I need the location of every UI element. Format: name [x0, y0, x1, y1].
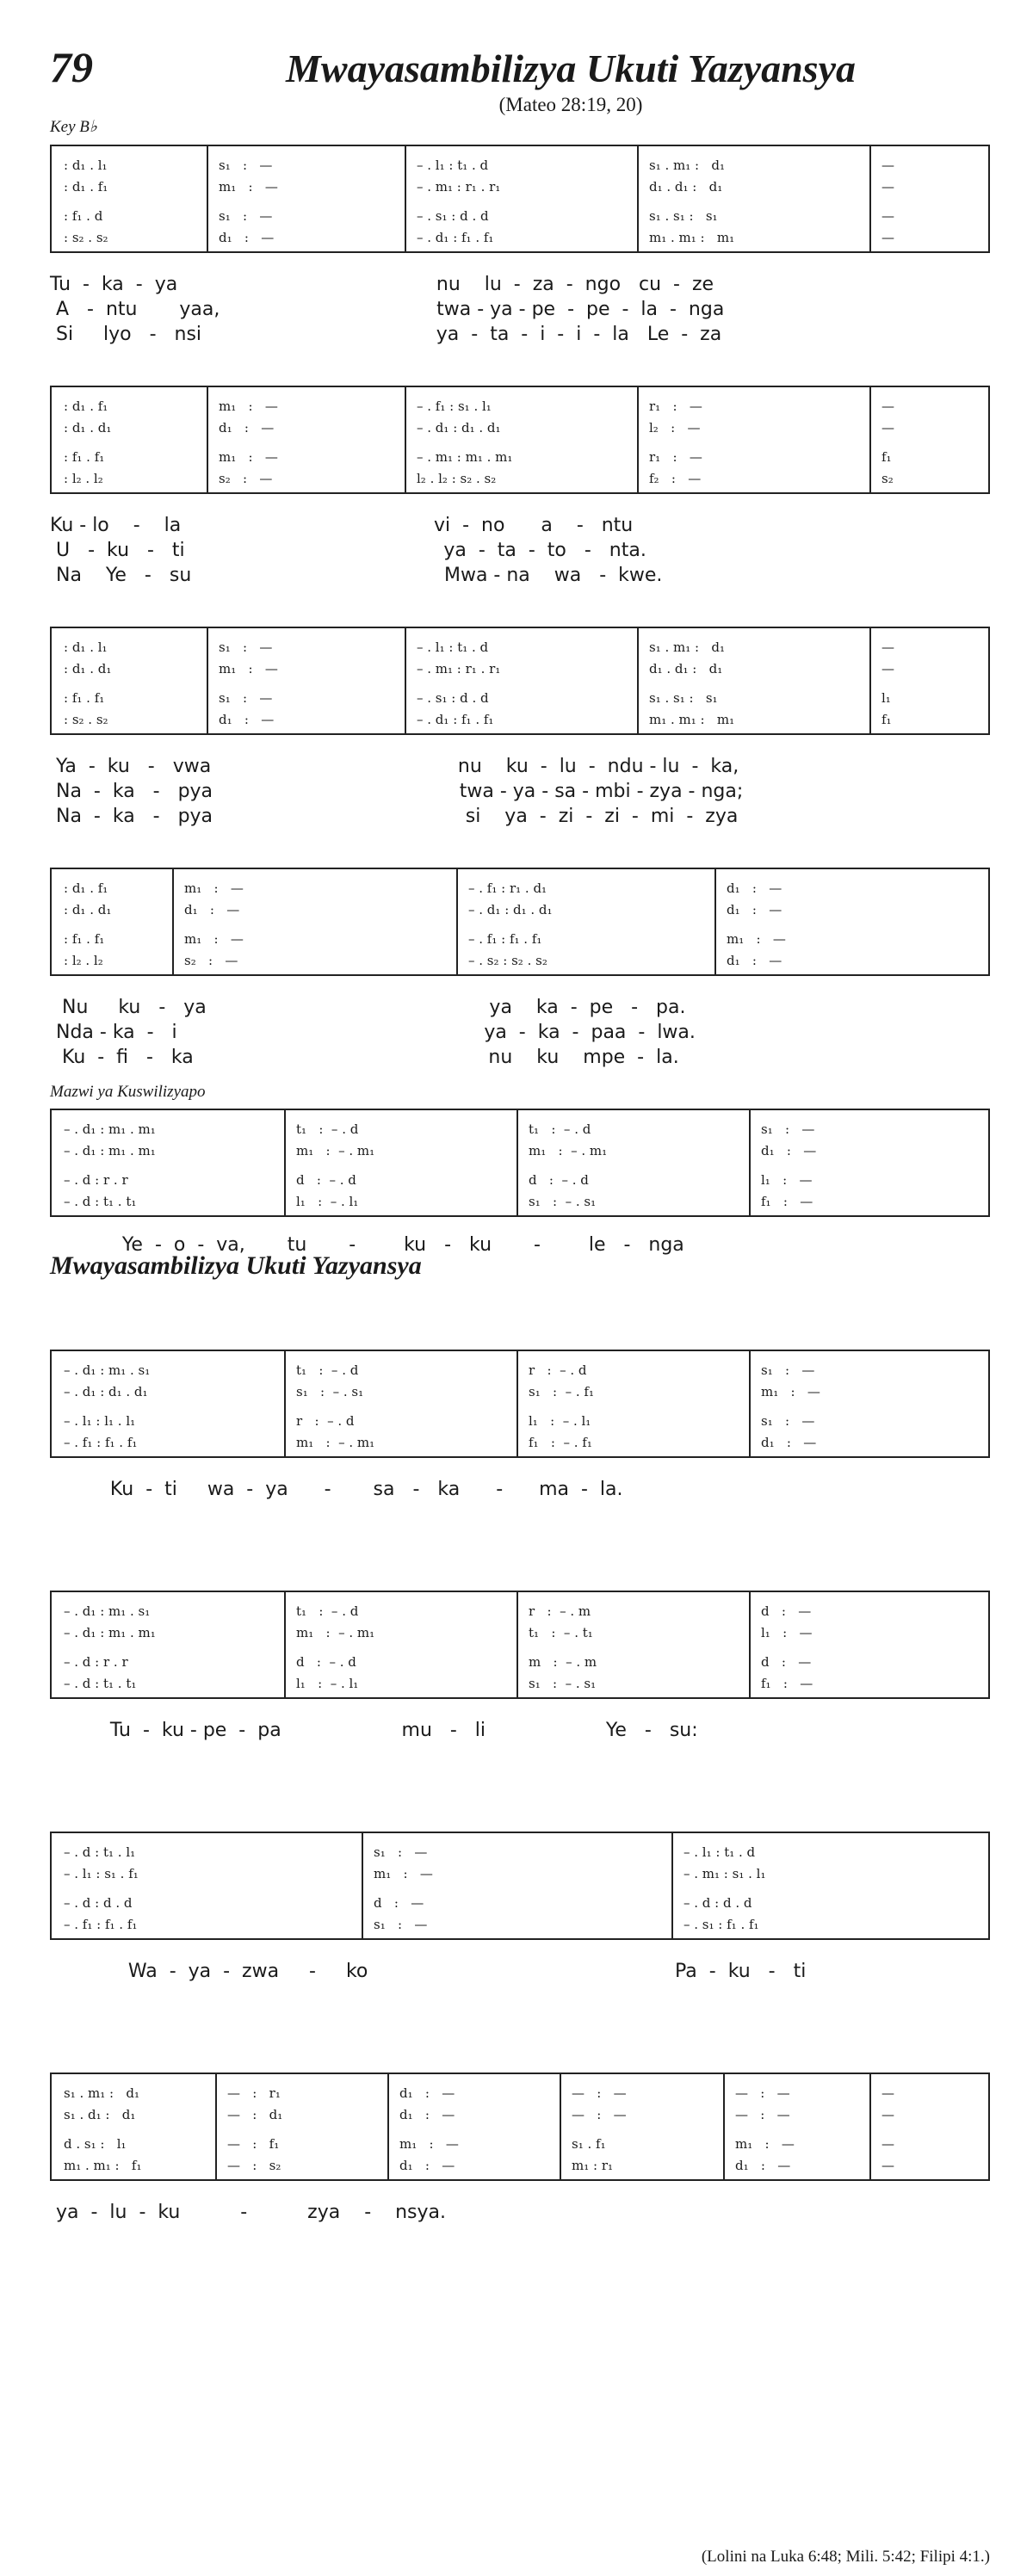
voice-part: s₁ . d₁ : d₁: [64, 2107, 136, 2122]
voice-part: : d₁ . d₁: [64, 902, 112, 917]
refrain-heading: Mazwi ya Kuswilizyapo: [50, 1083, 206, 1101]
measure: [411, 637, 634, 731]
measure: [463, 878, 711, 972]
bar-line: [723, 2074, 725, 2179]
voice-part: f₁ : —: [761, 1676, 813, 1691]
voice-part: s₁ : —: [374, 1844, 428, 1860]
voice-part: d₁ : —: [399, 2107, 455, 2122]
voice-part: : s₂ . s₂: [64, 230, 108, 245]
staff-system-9: [50, 2073, 990, 2181]
measure: [59, 1119, 281, 1213]
voice-part: —: [881, 2136, 894, 2152]
staff-system-7: [50, 1591, 990, 1699]
voice-part: – . f₁ : f₁ . f₁: [64, 1917, 138, 1932]
voice-part: – . d : r . r: [64, 1172, 128, 1188]
voice-part: d₁ : —: [219, 712, 275, 727]
voice-part: m₁ : —: [184, 880, 244, 896]
measure: [394, 2083, 556, 2177]
voice-part: s₁ . f₁: [572, 2136, 606, 2152]
voice-part: – . s₁ : d . d: [417, 208, 489, 224]
bar-line: [284, 1592, 286, 1697]
measure: [59, 1601, 281, 1695]
measure: [721, 878, 988, 972]
lyric-line: Si lyo - nsi ya - ta - i - i - la Le - za: [50, 324, 722, 345]
voice-part: m₁ . m₁ : m₁: [649, 230, 735, 245]
bar-line: [405, 146, 406, 251]
voice-part: l₁ : —: [761, 1172, 813, 1188]
voice-part: r : – . d: [529, 1362, 587, 1378]
voice-part: – . l₁ : s₁ . f₁: [64, 1866, 139, 1881]
measure: [756, 1601, 988, 1695]
voice-part: : f₁ . f₁: [64, 690, 105, 706]
measure: [876, 155, 988, 249]
voice-part: r : – . m: [529, 1603, 591, 1619]
bar-line: [637, 387, 639, 492]
bar-line: [207, 628, 208, 733]
voice-part: d₁ : —: [727, 902, 782, 917]
voice-part: – . d₁ : m₁ . m₁: [64, 1625, 156, 1640]
measure: [213, 637, 401, 731]
bar-line: [869, 2074, 871, 2179]
bar-line: [560, 2074, 561, 2179]
measure: [59, 1842, 358, 1936]
voice-part: l₁ : —: [761, 1625, 813, 1640]
voice-part: – . s₁ : d . d: [417, 690, 489, 706]
lyrics-block: [50, 1718, 990, 1743]
song-number: 79: [50, 43, 93, 91]
bar-line: [637, 628, 639, 733]
measure: [566, 2083, 720, 2177]
voice-part: —: [881, 179, 894, 195]
voice-part: f₁: [881, 712, 892, 727]
lyric-line: Tu - ku - pe - pa mu - li Ye - su:: [50, 1720, 698, 1741]
measure: [756, 1360, 988, 1454]
voice-part: : d₁ . f₁: [64, 398, 108, 414]
voice-part: s₁ . m₁ : d₁: [649, 158, 725, 173]
voice-part: : f₁ . f₁: [64, 449, 105, 465]
voice-part: r₁ : —: [649, 449, 702, 465]
voice-part: f₁: [881, 449, 892, 465]
voice-part: s₁ : – . f₁: [529, 1384, 594, 1399]
lyric-line: A - ntu yaa, twa - ya - pe - pe - la - nga: [50, 299, 725, 320]
voice-part: d : – . d: [296, 1654, 356, 1670]
measure: [291, 1601, 513, 1695]
voice-part: m₁ : —: [219, 661, 278, 676]
voice-part: – . f₁ : s₁ . l₁: [417, 398, 492, 414]
voice-part: —: [881, 398, 894, 414]
voice-part: : d₁ . d₁: [64, 661, 112, 676]
voice-part: —: [881, 639, 894, 655]
bar-line: [516, 1592, 518, 1697]
voice-part: m₁ : —: [399, 2136, 459, 2152]
voice-part: r : – . d: [296, 1413, 355, 1429]
voice-part: – . d₁ : f₁ . f₁: [417, 230, 494, 245]
lyrics-block: [50, 513, 990, 588]
voice-part: s₁ : —: [219, 158, 273, 173]
lyric-line: Nda - ka - i ya - ka - paa - lwa.: [50, 1022, 696, 1043]
measure: [213, 155, 401, 249]
voice-part: f₁ : – . f₁: [529, 1435, 592, 1450]
bar-line: [456, 869, 458, 974]
voice-part: m₁ : —: [374, 1866, 433, 1881]
voice-part: : d₁ . f₁: [64, 179, 108, 195]
voice-part: m₁ . m₁ : f₁: [64, 2158, 142, 2173]
voice-part: m₁ : —: [219, 179, 278, 195]
measure: [222, 2083, 384, 2177]
bar-line: [387, 2074, 389, 2179]
voice-part: m₁ : —: [184, 931, 244, 947]
measure: [523, 1119, 745, 1213]
voice-part: f₂ : —: [649, 471, 702, 486]
bar-line: [749, 1592, 751, 1697]
voice-part: s₂ : —: [219, 471, 273, 486]
voice-part: : d₁ . l₁: [64, 158, 108, 173]
bar-line: [869, 146, 871, 251]
voice-part: – . d₁ : m₁ . s₁: [64, 1362, 151, 1378]
lyric-line: Na - ka - pya si ya - zi - zi - mi - zya: [50, 806, 739, 827]
measure: [291, 1360, 513, 1454]
lyric-line: Tu - ka - ya nu lu - za - ngo cu - ze: [50, 274, 714, 295]
voice-part: – . d₁ : m₁ . m₁: [64, 1121, 156, 1137]
voice-part: – . m₁ : r₁ . r₁: [417, 179, 501, 195]
bar-line: [215, 2074, 217, 2179]
measure: [291, 1119, 513, 1213]
bar-line: [362, 1833, 363, 1938]
lyric-line: Ku - fi - ka nu ku mpe - la.: [50, 1047, 679, 1068]
voice-part: s₁ : —: [761, 1362, 815, 1378]
bar-line: [172, 869, 174, 974]
lyrics-block: [50, 272, 990, 347]
measure: [59, 2083, 212, 2177]
voice-part: — : —: [735, 2085, 790, 2101]
voice-part: s₁ : —: [761, 1121, 815, 1137]
staff-system-5: [50, 1109, 990, 1217]
staff-system-1: [50, 145, 990, 253]
voice-part: —: [881, 2158, 894, 2173]
voice-part: – . d₁ : d₁ . d₁: [468, 902, 553, 917]
voice-part: t₁ : – . t₁: [529, 1625, 593, 1640]
voice-part: f₁ : —: [761, 1194, 813, 1209]
voice-part: d₁ : —: [761, 1435, 817, 1450]
voice-part: s₁ . m₁ : d₁: [64, 2085, 139, 2101]
voice-part: : d₁ . l₁: [64, 639, 108, 655]
bar-line: [405, 628, 406, 733]
bar-line: [516, 1351, 518, 1456]
voice-part: – . d₁ : m₁ . s₁: [64, 1603, 151, 1619]
voice-part: l₁ : – . l₁: [529, 1413, 591, 1429]
bar-line: [714, 869, 716, 974]
lyric-line: Nu ku - ya ya ka - pe - pa.: [50, 997, 686, 1018]
measure: [523, 1601, 745, 1695]
lyric-line: Na - ka - pya twa - ya - sa - mbi - zya - nga;: [50, 781, 744, 802]
voice-part: m₁ : —: [727, 931, 786, 947]
voice-part: —: [881, 2085, 894, 2101]
bar-line: [869, 387, 871, 492]
voice-part: m₁ : —: [735, 2136, 795, 2152]
staff-system-3: [50, 627, 990, 735]
staff-system-4: [50, 868, 990, 976]
lyrics-block: [50, 754, 990, 829]
voice-part: – . f₁ : f₁ . f₁: [468, 931, 542, 947]
voice-part: – . m₁ : s₁ . l₁: [684, 1866, 766, 1881]
voice-part: d : —: [374, 1895, 424, 1911]
measure: [876, 396, 988, 490]
voice-part: – . d : t₁ . l₁: [64, 1844, 136, 1860]
voice-part: m₁ : – . m₁: [296, 1435, 375, 1450]
voice-part: t₁ : – . d: [296, 1362, 359, 1378]
voice-part: s₁ : – . s₁: [296, 1384, 364, 1399]
voice-part: — : r₁: [227, 2085, 281, 2101]
voice-part: : s₂ . s₂: [64, 712, 108, 727]
voice-part: – . l₁ : t₁ . d: [684, 1844, 756, 1860]
measure: [876, 2083, 988, 2177]
bar-line: [749, 1110, 751, 1215]
measure: [730, 2083, 866, 2177]
bar-line: [207, 146, 208, 251]
voice-part: d : —: [761, 1654, 812, 1670]
lyrics-block: [50, 1477, 990, 1502]
voice-part: — : —: [572, 2107, 627, 2122]
lyrics-block: [50, 995, 990, 1070]
staff-system-8: [50, 1832, 990, 1940]
lyric-line: ya - lu - ku - zya - nsya.: [50, 2202, 447, 2223]
voice-part: m₁ : – . m₁: [296, 1625, 375, 1640]
measure: [644, 155, 866, 249]
lyric-line: Na Ye - su Mwa - na wa - kwe.: [50, 565, 663, 586]
voice-part: s₁ : – . s₁: [529, 1676, 597, 1691]
scripture-reference: (Mateo 28:19, 20): [498, 94, 643, 115]
voice-part: r₁ : —: [649, 398, 702, 414]
voice-part: – . f₁ : f₁ . f₁: [64, 1435, 138, 1450]
voice-part: d₁ : —: [399, 2085, 455, 2101]
voice-part: d₁ : —: [184, 902, 240, 917]
measure: [59, 155, 203, 249]
voice-part: : f₁ . d: [64, 208, 103, 224]
refrain-title: Mwayasambilizya Ukuti Yazyansya: [50, 1251, 422, 1280]
lyrics-block: [50, 1959, 990, 1984]
lyric-line: Ya - ku - vwa nu ku - lu - ndu - lu - ka,: [50, 756, 739, 777]
staff-system-2: [50, 386, 990, 494]
voice-part: d₁ : —: [399, 2158, 455, 2173]
measure: [876, 637, 988, 731]
measure: [59, 878, 169, 972]
voice-part: d₁ : —: [761, 1143, 817, 1158]
voice-part: l₂ : —: [649, 420, 701, 436]
voice-part: s₁ . s₁ : s₁: [649, 208, 718, 224]
measure: [523, 1360, 745, 1454]
voice-part: – . d : d . d: [684, 1895, 752, 1911]
voice-part: s₁ : —: [219, 639, 273, 655]
measure: [213, 396, 401, 490]
voice-part: – . m₁ : r₁ . r₁: [417, 661, 501, 676]
voice-part: : l₂ . l₂: [64, 953, 103, 968]
voice-part: – . s₁ : f₁ . f₁: [684, 1917, 759, 1932]
voice-part: s₁ : —: [761, 1413, 815, 1429]
measure: [59, 396, 203, 490]
measure: [411, 396, 634, 490]
bar-line: [516, 1110, 518, 1215]
measure: [644, 396, 866, 490]
measure: [59, 637, 203, 731]
voice-part: d . s₁ : l₁: [64, 2136, 127, 2152]
voice-part: s₁ . m₁ : d₁: [649, 639, 725, 655]
footer-references: (Lolini na Luka 6:48; Mili. 5:42; Filipi 4:1.): [701, 2548, 990, 2566]
measure: [411, 155, 634, 249]
staff-system-6: [50, 1350, 990, 1458]
voice-part: : d₁ . f₁: [64, 880, 108, 896]
measure: [59, 1360, 281, 1454]
voice-part: l₁ : – . l₁: [296, 1194, 359, 1209]
voice-part: —: [881, 420, 894, 436]
measure: [678, 1842, 988, 1936]
voice-part: s₁ : —: [219, 690, 273, 706]
voice-part: — : —: [735, 2107, 790, 2122]
voice-part: d : —: [761, 1603, 812, 1619]
voice-part: —: [881, 158, 894, 173]
voice-part: s₁ : —: [374, 1917, 428, 1932]
voice-part: – . d : d . d: [64, 1895, 133, 1911]
voice-part: – . d : t₁ . t₁: [64, 1676, 137, 1691]
voice-part: — : s₂: [227, 2158, 281, 2173]
measure: [756, 1119, 988, 1213]
voice-part: – . d₁ : d₁ . d₁: [417, 420, 501, 436]
voice-part: m₁ : – . m₁: [529, 1143, 608, 1158]
lyrics-block: [50, 2200, 990, 2225]
voice-part: s₁ : —: [219, 208, 273, 224]
voice-part: – . s₂ : s₂ . s₂: [468, 953, 547, 968]
bar-line: [284, 1351, 286, 1456]
measure: [368, 1842, 668, 1936]
voice-part: d₁ . d₁ : d₁: [649, 179, 723, 195]
measure: [644, 637, 866, 731]
lyric-line: Wa - ya - zwa - ko Pa - ku - ti: [50, 1961, 807, 1982]
lyric-line: Ye - o - va, tu - ku - ku - le - nga: [50, 1234, 684, 1256]
voice-part: t₁ : – . d: [296, 1603, 359, 1619]
bar-line: [405, 387, 406, 492]
voice-part: – . f₁ : r₁ . d₁: [468, 880, 547, 896]
voice-part: m₁ : – . m₁: [296, 1143, 375, 1158]
voice-part: m : – . m: [529, 1654, 597, 1670]
lyric-line: U - ku - ti ya - ta - to - nta.: [50, 540, 646, 561]
bar-line: [749, 1351, 751, 1456]
voice-part: : l₂ . l₂: [64, 471, 103, 486]
voice-part: —: [881, 2107, 894, 2122]
voice-part: s₁ . s₁ : s₁: [649, 690, 718, 706]
voice-part: m₁ : r₁: [572, 2158, 614, 2173]
key-signature: Key B♭: [50, 118, 97, 136]
voice-part: d₁ : —: [727, 953, 782, 968]
voice-part: m₁ : —: [219, 398, 278, 414]
voice-part: m₁ : —: [761, 1384, 820, 1399]
voice-part: – . l₁ : t₁ . d: [417, 639, 489, 655]
voice-part: l₂ . l₂ : s₂ . s₂: [417, 471, 497, 486]
voice-part: s₂ : —: [184, 953, 238, 968]
voice-part: t₁ : – . d: [529, 1121, 591, 1137]
voice-part: d : – . d: [296, 1172, 356, 1188]
voice-part: – . d : r . r: [64, 1654, 128, 1670]
voice-part: d : – . d: [529, 1172, 589, 1188]
voice-part: —: [881, 230, 894, 245]
voice-part: d₁ . d₁ : d₁: [649, 661, 723, 676]
voice-part: — : —: [572, 2085, 627, 2101]
voice-part: — : d₁: [227, 2107, 283, 2122]
voice-part: : f₁ . f₁: [64, 931, 105, 947]
voice-part: – . l₁ : l₁ . l₁: [64, 1413, 136, 1429]
voice-part: – . d : t₁ . t₁: [64, 1194, 137, 1209]
voice-part: m₁ . m₁ : m₁: [649, 712, 735, 727]
lyric-line: Ku - ti wa - ya - sa - ka - ma - la.: [50, 1479, 623, 1500]
voice-part: t₁ : – . d: [296, 1121, 359, 1137]
voice-part: — : f₁: [227, 2136, 280, 2152]
measure: [179, 878, 453, 972]
voice-part: s₁ : – . s₁: [529, 1194, 597, 1209]
voice-part: d₁ : —: [219, 230, 275, 245]
voice-part: l₁ : – . l₁: [296, 1676, 359, 1691]
bar-line: [207, 387, 208, 492]
voice-part: – . d₁ : m₁ . m₁: [64, 1143, 156, 1158]
bar-line: [637, 146, 639, 251]
voice-part: – . m₁ : m₁ . m₁: [417, 449, 513, 465]
song-header: [50, 41, 988, 119]
bar-line: [284, 1110, 286, 1215]
bar-line: [869, 628, 871, 733]
song-title: Mwayasambilizya Ukuti Yazyansya: [286, 46, 856, 90]
voice-part: – . l₁ : t₁ . d: [417, 158, 489, 173]
voice-part: – . d₁ : d₁ . d₁: [64, 1384, 148, 1399]
voice-part: —: [881, 661, 894, 676]
voice-part: m₁ : —: [219, 449, 278, 465]
voice-part: —: [881, 208, 894, 224]
voice-part: d₁ : —: [735, 2158, 791, 2173]
voice-part: s₂: [881, 471, 894, 486]
voice-part: – . d₁ : f₁ . f₁: [417, 712, 494, 727]
voice-part: l₁: [881, 690, 891, 706]
voice-part: : d₁ . d₁: [64, 420, 112, 436]
voice-part: d₁ : —: [219, 420, 275, 436]
voice-part: d₁ : —: [727, 880, 782, 896]
lyric-line: Ku - lo - la vi - no a - ntu: [50, 515, 634, 536]
bar-line: [671, 1833, 673, 1938]
